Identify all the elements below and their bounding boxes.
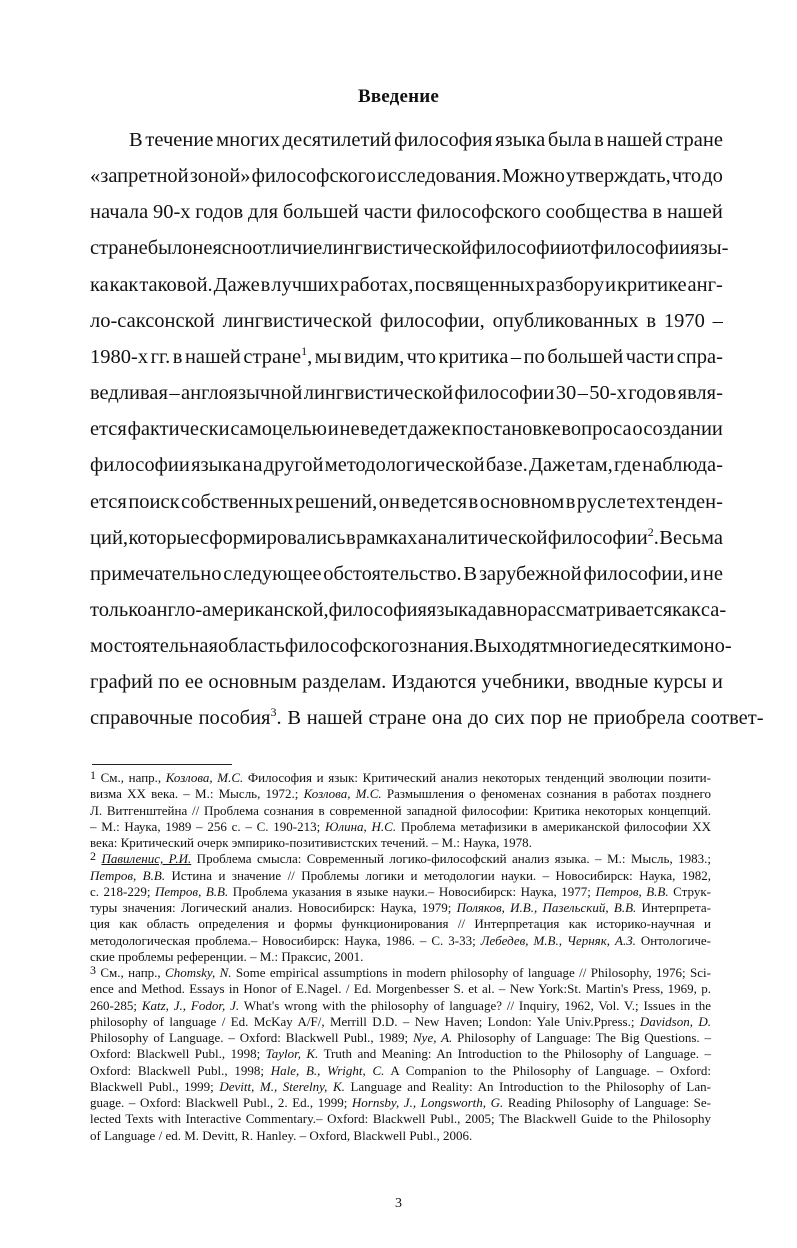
word: ций, <box>90 526 129 549</box>
word: сформировались <box>199 526 346 549</box>
word: даже <box>407 418 451 441</box>
word: рассматривается <box>527 598 673 621</box>
word: и <box>690 562 702 585</box>
word: знания. <box>409 635 474 658</box>
word: философии, <box>583 562 689 585</box>
footnote-line: визма XX века. – М.: Мысль, 1972.; Козлова, М.С. Размышления о феноменах сознания в работах позднего <box>90 786 711 802</box>
paragraph-line <box>90 598 727 621</box>
word: философского <box>251 165 376 188</box>
word: философского <box>416 201 541 224</box>
word: как <box>672 598 701 621</box>
word: основном <box>479 490 565 513</box>
word: создании <box>643 418 723 441</box>
word: нашей <box>306 707 363 730</box>
word: философии <box>590 237 691 260</box>
paragraph-line <box>90 672 723 693</box>
footnote-line: lected Texts with Interactive Commentary.– Oxford: Blackwell Publ., 2005; The Blackwell Guide to the Philosophy <box>90 1111 711 1127</box>
word: нашей <box>184 345 241 368</box>
word: в <box>260 273 271 296</box>
word: Даже <box>528 454 576 477</box>
word: философии <box>471 237 572 260</box>
word: – <box>510 345 522 368</box>
word: течение <box>145 129 214 151</box>
word: ется <box>90 418 127 441</box>
footnote-line: туры значения: Логический анализ. Новосибирск: Наука, 1979; Поляков, И.В., Пазельский, В.В. Интерпрета- <box>90 900 711 915</box>
word: справочные <box>90 707 193 730</box>
word: не <box>567 707 588 730</box>
word: соответ- <box>690 707 764 730</box>
paragraph-line <box>90 202 723 223</box>
footnote-line: $^2$ Павиленис, Р.И. Проблема смысла: Современный логико-философский анализ языка. – М.: Мысль, 1983.; <box>90 849 712 867</box>
word: от <box>571 237 591 260</box>
word: и <box>711 671 723 694</box>
word: стране <box>368 707 427 730</box>
footnote-line: philosophy of language / Ed. McKay A/F/, Merrill D.D. – New Haven; London: Yale Univ.Ppress.; Davidson, D. <box>90 1013 711 1029</box>
word: ведется <box>401 490 468 513</box>
word: зарубежной <box>478 562 582 585</box>
word: собственных <box>181 490 294 513</box>
footnote-line: $^3$ См., напр., Chomsky, N. Some empirical assumptions in modern philosophy of language // Philosophy, 1976; Sci- <box>90 963 711 980</box>
word: примечательно <box>90 562 222 585</box>
word: 90-х <box>152 201 191 224</box>
word: работах, <box>339 273 414 296</box>
word: видим, <box>344 345 405 368</box>
word: графий <box>90 671 153 694</box>
word: явля- <box>677 382 723 405</box>
word: нашей <box>666 201 723 224</box>
footnote-line: ence and Method. Essays in Honor of E.Nagel. / Ed. Morgenbesser S. et al. – New York:St. Martin's Press, 1969, p. <box>90 981 711 997</box>
word: в <box>652 201 663 224</box>
word: исследования. <box>377 165 501 188</box>
word: многие <box>549 635 612 658</box>
paragraph-line <box>90 455 723 476</box>
word: опубликованных <box>492 309 639 332</box>
word: курсы <box>653 671 707 694</box>
word: философия <box>328 598 427 621</box>
word: критике <box>616 273 687 296</box>
word: для <box>247 201 279 224</box>
word: языка <box>495 129 546 151</box>
word: лингвистической <box>303 382 454 405</box>
word: ведливая <box>90 382 168 405</box>
footnote-line: Л. Витгенштейна // Проблема сознания в современной западной философии: Критика некоторых концепций. <box>90 802 711 818</box>
word: большей <box>282 201 359 224</box>
word: фактически <box>127 418 230 441</box>
word: ка <box>90 273 109 296</box>
word: и <box>327 418 339 441</box>
word: годов <box>195 201 244 224</box>
footnote-line: Philosophy of Language. – Oxford: Blackwell Publ., 1989; Nye, A. Philosophy of Language: The Big Questions. – <box>90 1030 711 1045</box>
word: область <box>217 635 285 658</box>
footnote-line: of Language / ed. M. Devitt, R. Hanley. – Oxford, Blackwell Publ., 2006. <box>90 1127 473 1143</box>
footnote-line: методологическая проблема.– Новосибирск: Наука, 1986. – С. 3-33; Лебедев, М.В., Черняк, А.З. Онтологиче- <box>90 932 711 948</box>
word: была <box>547 129 592 151</box>
word: ло-саксонской <box>90 309 215 332</box>
word: Можно <box>502 165 565 188</box>
word: по <box>523 345 545 368</box>
word: десятилетий <box>282 129 392 151</box>
word: в <box>468 490 479 513</box>
word: языка <box>426 598 477 621</box>
word: в <box>594 129 604 151</box>
word: философии <box>90 454 190 477</box>
word: что <box>406 345 436 368</box>
word: в <box>172 345 183 368</box>
word: она <box>431 707 463 730</box>
word: следующее <box>223 562 322 585</box>
word: большей <box>547 345 624 368</box>
word: язы- <box>690 237 729 260</box>
word: мостоятельная <box>90 635 218 658</box>
word: Весьма <box>659 526 723 549</box>
word: стране <box>665 129 723 151</box>
paragraph-line <box>90 275 723 296</box>
footnote-line: ция как область определения и формы функционирования // Интерпретация как историко-научная и <box>90 916 711 932</box>
word: приобрела <box>593 707 686 730</box>
word: нашей <box>606 129 663 151</box>
word: языка <box>191 454 242 477</box>
word: 1980-х <box>90 345 149 368</box>
word: лингвистической <box>222 309 372 332</box>
paragraph-line <box>90 166 723 187</box>
word: десятки <box>611 635 681 658</box>
paragraph-line <box>90 311 723 332</box>
word: таковой. <box>139 273 213 296</box>
word: анг- <box>687 273 723 296</box>
word: сообщества <box>545 201 648 224</box>
word: к <box>451 418 462 441</box>
word: англо-американской, <box>147 598 329 621</box>
word: ется <box>90 490 127 513</box>
word: – <box>712 309 723 332</box>
word: – <box>577 382 588 405</box>
word: давно <box>476 598 528 621</box>
word: «запретной <box>90 165 189 188</box>
word: вводные <box>575 671 649 694</box>
word: тенден- <box>656 490 723 513</box>
word: критика <box>438 345 509 368</box>
paragraph-line <box>90 492 723 513</box>
footnote-line: Oxford: Blackwell Publ., 1998; Taylor, K. Truth and Meaning: An Introduction to the Philosophy of Language. – <box>90 1046 711 1062</box>
word: 50-х <box>589 382 627 405</box>
word: спра- <box>676 345 723 368</box>
word: не <box>339 418 360 441</box>
word: решений, <box>294 490 378 513</box>
word: В <box>463 562 478 585</box>
word: учебники, <box>481 671 570 694</box>
word: философии, <box>379 309 485 332</box>
footnote-line: $^1$ См., напр., Козлова, М.С. Философия и язык: Критический анализ некоторых тенденций эволюции позити- <box>90 768 711 785</box>
page-title: Введение <box>357 86 440 107</box>
word: постановке <box>462 418 561 441</box>
word: утверждать, <box>566 165 671 188</box>
word: стране <box>90 237 148 260</box>
word: разделам. <box>302 671 387 694</box>
word: что <box>671 165 702 188</box>
word: философия <box>394 129 493 151</box>
footnote-line: века: Критический очерк эмпирико-позитивистских течений. – М.: Наука, 1978. <box>90 835 532 850</box>
word: Даже <box>213 273 260 296</box>
footnote-line: – М.: Наука, 1989 – 256 с. – С. 190-213; Юлина, Н.С. Проблема метафизики в американской философии XX <box>90 818 711 834</box>
word: основным <box>208 671 297 694</box>
word: о <box>632 418 643 441</box>
word: пор <box>530 707 562 730</box>
paragraph-line <box>90 237 729 260</box>
word: 1970 <box>663 309 705 332</box>
word: са- <box>700 598 727 621</box>
footnote-line: guage. – Oxford: Blackwell Publ., 2. Ed., 1999; Hornsby, J., Longsworth, G. Reading Philosophy of Language: Se- <box>90 1095 711 1110</box>
word: базе. <box>485 454 528 477</box>
paragraph-line <box>90 635 732 658</box>
word: которые <box>128 526 200 549</box>
footnote-line: с. 218-229; Петров, В.В. Проблема указания в языке науки.– Новосибирск: Наука, 1977; Петров, В.В. Струк- <box>90 883 711 899</box>
word: поиск <box>128 490 180 513</box>
word: в <box>345 526 356 549</box>
word: другой <box>263 454 324 477</box>
word: самоцелью <box>230 418 327 441</box>
word: ведет <box>360 418 408 441</box>
word: пособия$^3$. <box>198 705 282 730</box>
word: обстоятельство. <box>323 562 462 585</box>
word: методологической <box>324 454 485 477</box>
word: разбору <box>535 273 605 296</box>
word: не <box>702 562 723 585</box>
footnote-line: ские проблемы референции. – М.: Праксис, 2001. <box>90 948 364 964</box>
word: Издаются <box>391 671 477 694</box>
word: зоной» <box>189 165 251 188</box>
paragraph-line <box>90 419 723 440</box>
word: сих <box>494 707 525 730</box>
paragraph-line <box>129 130 723 151</box>
word: наблюда- <box>642 454 723 477</box>
word: мы <box>314 345 342 368</box>
word: В <box>287 707 302 730</box>
word: было <box>147 237 193 260</box>
word: там, <box>576 454 613 477</box>
word: начала <box>90 201 149 224</box>
word: и <box>605 273 617 296</box>
word: в <box>646 309 657 332</box>
word: он <box>378 490 400 513</box>
paragraph-line <box>90 383 723 404</box>
word: русле <box>576 490 626 513</box>
footnote-line: Петров, В.В. Истина и значение // Проблемы логики и методологии науки. – Новосибирск: Наука, 1982, <box>90 867 712 883</box>
paragraph-line <box>90 564 723 585</box>
paragraph-line <box>90 705 764 730</box>
word: на <box>242 454 263 477</box>
footnote-divider <box>92 764 232 765</box>
word: посвященных <box>414 273 535 296</box>
word: тех <box>627 490 656 513</box>
word: – <box>169 382 180 405</box>
word: как <box>109 273 139 296</box>
word: гг. <box>150 345 171 368</box>
word: вопроса <box>561 418 632 441</box>
word: до <box>702 165 723 188</box>
word: только <box>90 598 148 621</box>
footnote-line: Blackwell Publ., 1999; Devitt, M., Sterelny, K. Language and Reality: An Introduction to the Philosophy of Lan- <box>90 1078 711 1094</box>
word: стране$^1$, <box>243 343 313 368</box>
word: где <box>613 454 641 477</box>
paragraph-line <box>90 343 723 368</box>
word: аналитической <box>417 526 548 549</box>
word: моно- <box>680 635 732 658</box>
word: лучших <box>271 273 340 296</box>
word: философии$^2$. <box>547 524 659 549</box>
paragraph-line <box>90 524 723 549</box>
word: В <box>129 129 143 151</box>
word: неясно <box>192 237 253 260</box>
word: лингвистической <box>322 237 472 260</box>
word: части <box>363 201 412 224</box>
word: рамках <box>356 526 418 549</box>
word: философии <box>454 382 555 405</box>
footnote-line: Oxford: Blackwell Publ., 1998; Hale, B., Wright, C. A Companion to the Philosophy of Language. – Oxford: <box>90 1062 711 1078</box>
page-number: 3 <box>395 1196 402 1211</box>
word: годов <box>628 382 677 405</box>
word: Выходят <box>473 635 550 658</box>
word: до <box>467 707 489 730</box>
word: в <box>565 490 576 513</box>
word: англоязычной <box>181 382 303 405</box>
word: по <box>158 671 180 694</box>
word: ее <box>184 671 204 694</box>
word: философского <box>284 635 410 658</box>
word: многих <box>216 129 280 151</box>
word: 30 <box>555 382 577 405</box>
footnote-line: 260-285; Katz, J., Fodor, J. What's wrong with the philosophy of language? // Inquiry, 1962, Vol. V.; Issues in the <box>90 997 711 1013</box>
word: части <box>625 345 675 368</box>
word: отличие <box>252 237 323 260</box>
